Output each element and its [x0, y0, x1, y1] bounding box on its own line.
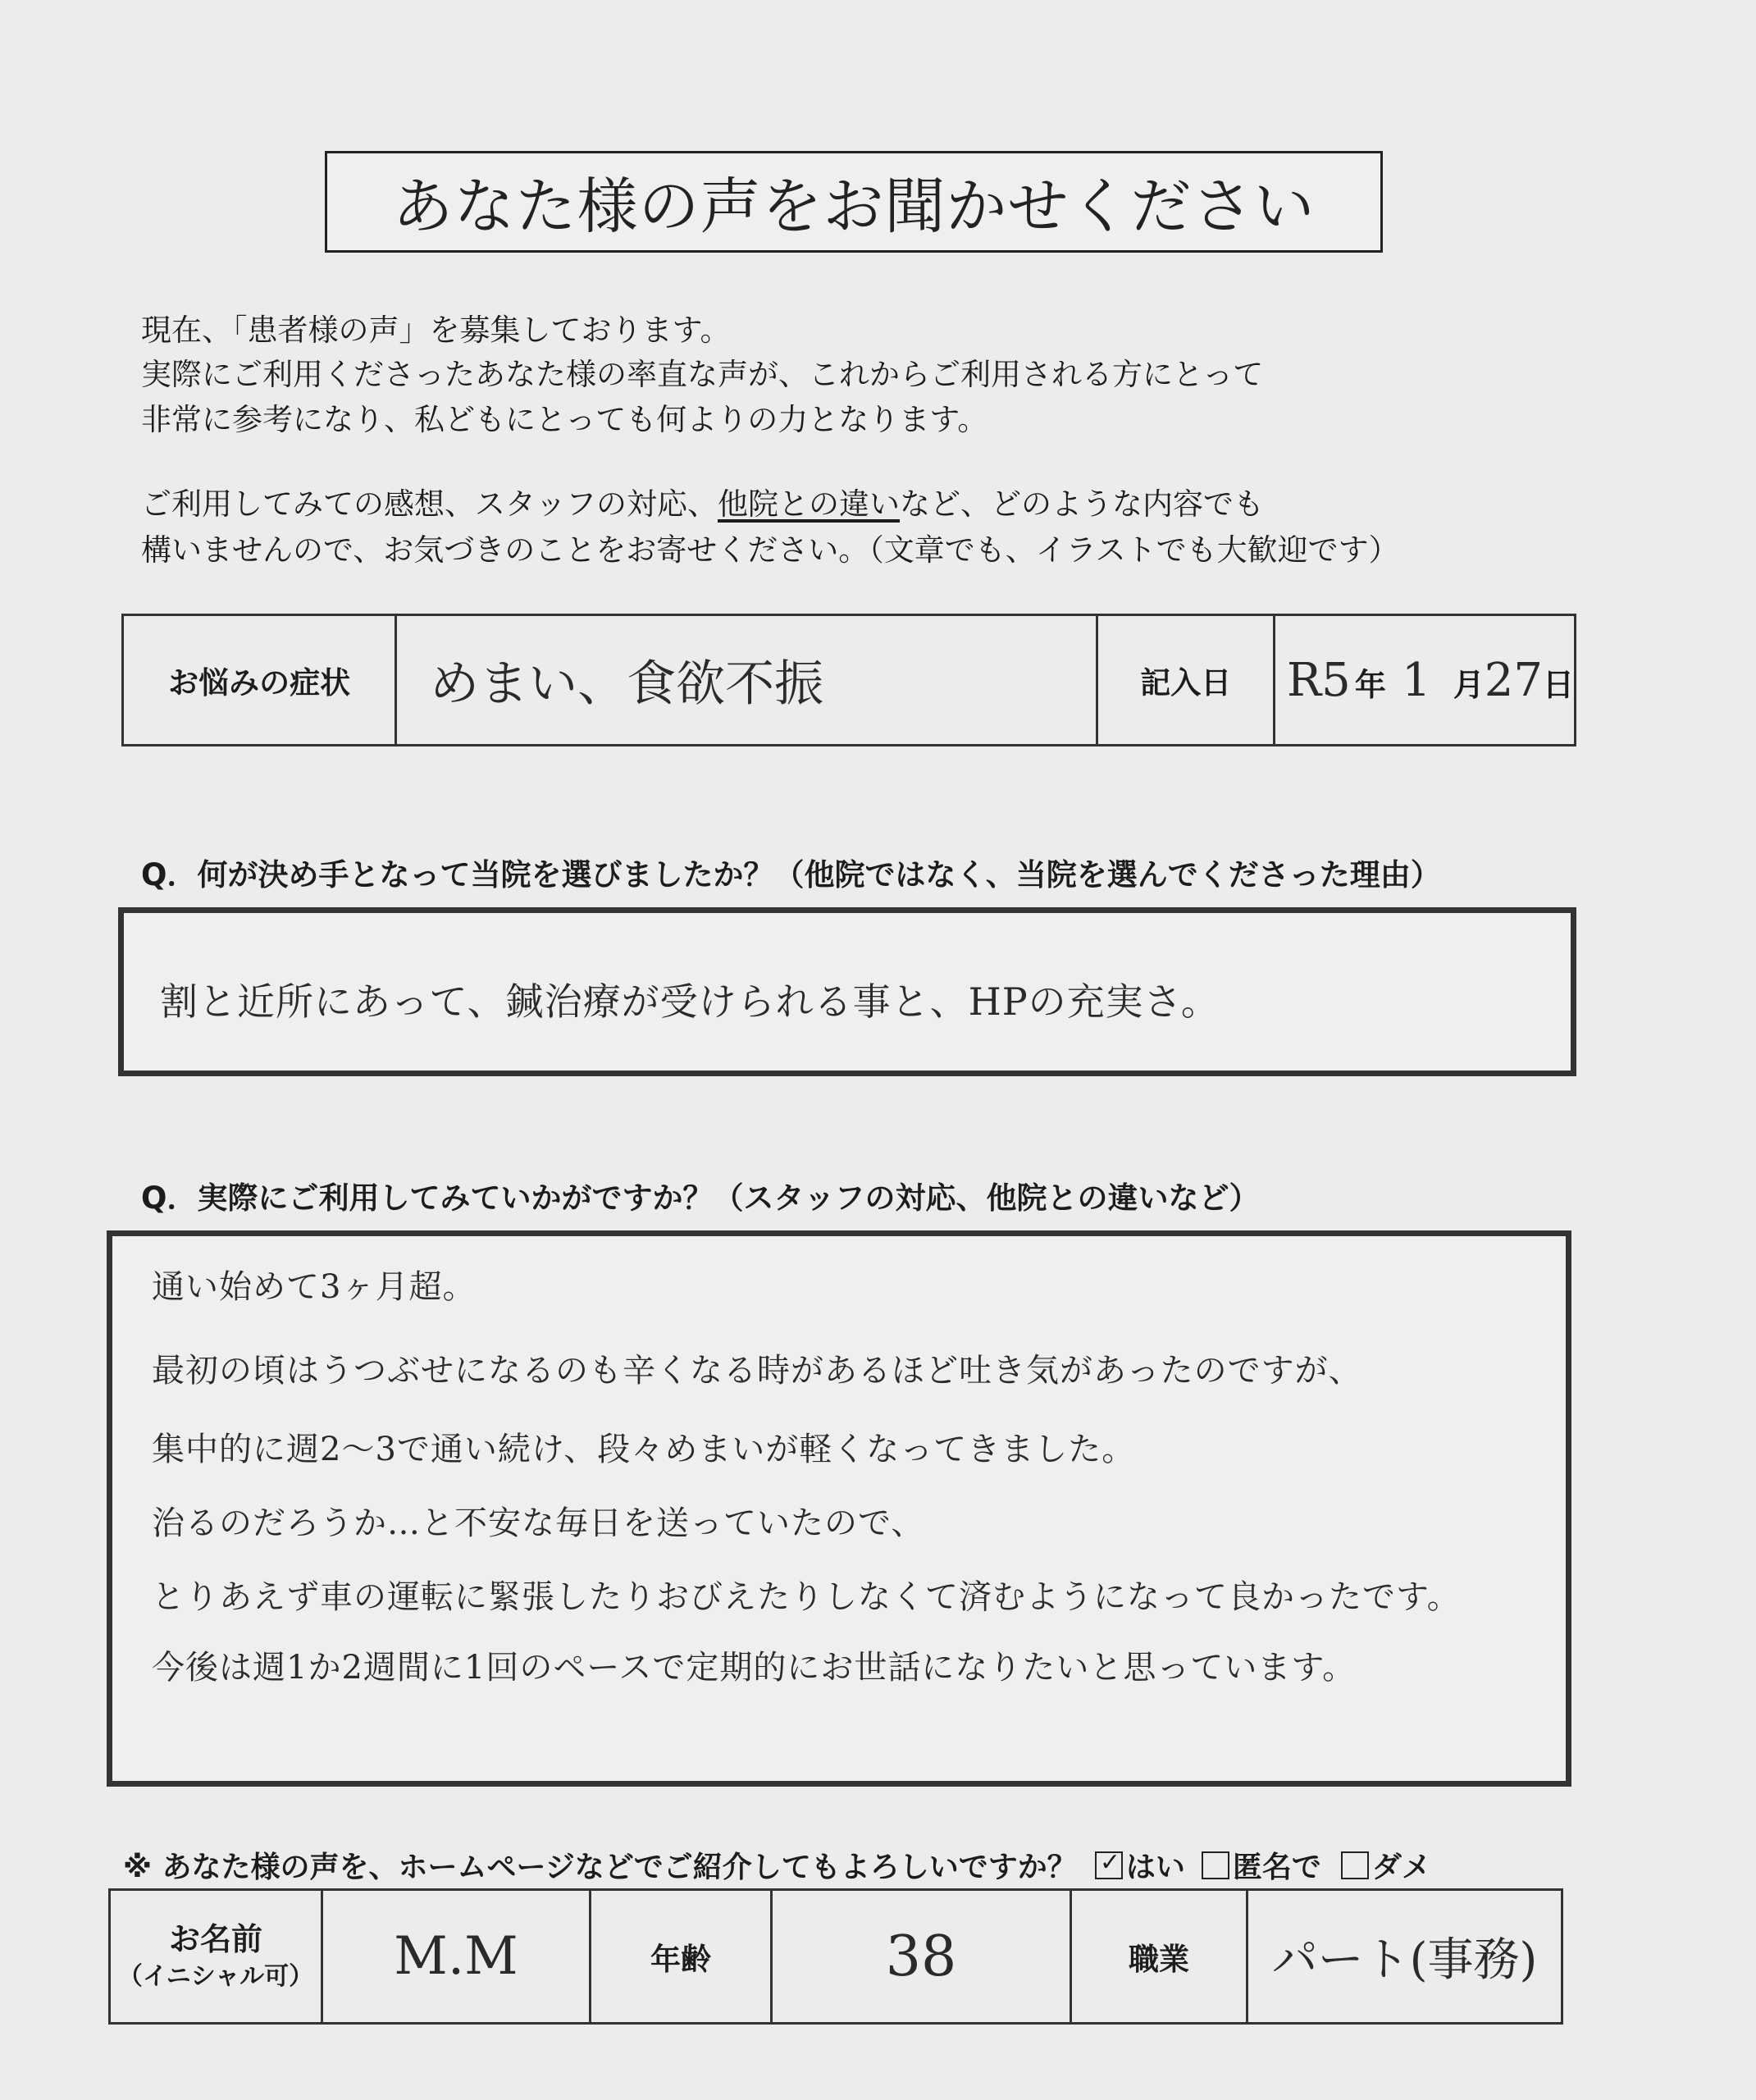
checkbox-checked-icon[interactable]: ✓: [1095, 1851, 1123, 1879]
symptom-field[interactable]: [396, 615, 1097, 746]
name-label-cell: [110, 1890, 322, 2024]
answer-box-reason[interactable]: [118, 907, 1576, 1076]
year-unit: 年: [1354, 666, 1386, 703]
job-field[interactable]: [1247, 1890, 1562, 2024]
answer-line: 通い始めて3ヶ月超。: [152, 1268, 477, 1306]
answer-reason-text: 割と近所にあって、鍼治療が受けられる事と、HPの充実さ。: [160, 979, 1220, 1024]
intro-underlined-text: 他院との違い: [718, 486, 900, 522]
day-unit: 日: [1542, 666, 1574, 703]
age-field[interactable]: [772, 1890, 1071, 2024]
name-sublabel: （イニシャル可）: [117, 1962, 314, 1992]
consent-option-no[interactable]: [1341, 1844, 1431, 1886]
answer-line: 集中的に週2～3で通い続け、段々めまいが軽くなってきました。: [152, 1431, 1136, 1468]
intro-line: [141, 479, 1264, 523]
checkbox-icon[interactable]: [1202, 1851, 1229, 1879]
answer-line: 最初の頃はうつぶせになるのも辛くなる時があるほど吐き気があったのですが、: [152, 1352, 1362, 1390]
question-experience: Q．実際にご利用してみていかがですか？（スタッフの対応、他院との違いなど）: [141, 1180, 1260, 1216]
question-reason: Q．何が決め手となって当院を選びましたか？（他院ではなく、当院を選んでくださった理由）: [141, 857, 1441, 892]
consent-question: ※ あなた様の声を、ホームページなどでご紹介してもよろしいですか？: [123, 1851, 1077, 1884]
checkbox-icon[interactable]: [1341, 1851, 1369, 1879]
intro-line: 実際にご利用くださったあなた様の率直な声が、これからご利用される方にとって: [141, 357, 1264, 392]
answer-line: 治るのだろうか…と不安な毎日を送っていたので、: [152, 1504, 925, 1542]
date-era: R5: [1286, 653, 1351, 707]
name-label: お名前: [168, 1921, 262, 1958]
name-value: M.M: [394, 1926, 518, 1987]
date-day: 27: [1484, 653, 1543, 707]
age-label: 年齢: [591, 1890, 772, 2024]
date-field[interactable]: [1274, 615, 1575, 746]
name-field[interactable]: [322, 1890, 591, 2024]
answer-box-experience[interactable]: [107, 1230, 1571, 1787]
consent-option-label: はい: [1125, 1851, 1185, 1884]
intro-text: ご利用してみての感想、スタッフの対応、: [141, 486, 718, 522]
consent-option-label: 匿名で: [1232, 1851, 1321, 1884]
consent-option-anonymous[interactable]: [1202, 1844, 1321, 1886]
job-value: パート(事務): [1271, 1933, 1538, 1987]
date-label: 記入日: [1097, 615, 1275, 746]
month-unit: 月: [1453, 666, 1485, 703]
job-label: 職業: [1071, 1890, 1247, 2024]
symptom-value: めまい、食欲不振: [430, 655, 824, 713]
consent-row: [123, 1844, 1431, 1886]
intro-line: 非常に参考になり、私どもにとっても何よりの力となります。: [141, 402, 988, 437]
intro-line: 現在、「患者様の声」を募集しております。: [141, 313, 731, 348]
profile-table: [108, 1888, 1563, 2025]
symptom-label: お悩みの症状: [123, 615, 396, 746]
page-title: あなた様の声をお聞かせください: [325, 151, 1383, 253]
age-value: 38: [885, 1924, 957, 1989]
intro-line: 構いませんので、お気づきのことをお寄せください。（文章でも、イラストでも大歓迎です）: [141, 532, 1399, 568]
symptom-table: [121, 614, 1576, 746]
consent-option-label: ダメ: [1371, 1851, 1431, 1884]
answer-line: とりあえず車の運転に緊張したりおびえたりしなくて済むようになって良かったです。: [152, 1578, 1461, 1616]
intro-text: など、どのような内容でも: [900, 486, 1264, 522]
consent-option-yes[interactable]: [1095, 1844, 1185, 1886]
date-month: 1: [1401, 653, 1431, 707]
answer-line: 今後は週1か2週間に1回のペースで定期的にお世話になりたいと思っています。: [152, 1649, 1357, 1687]
